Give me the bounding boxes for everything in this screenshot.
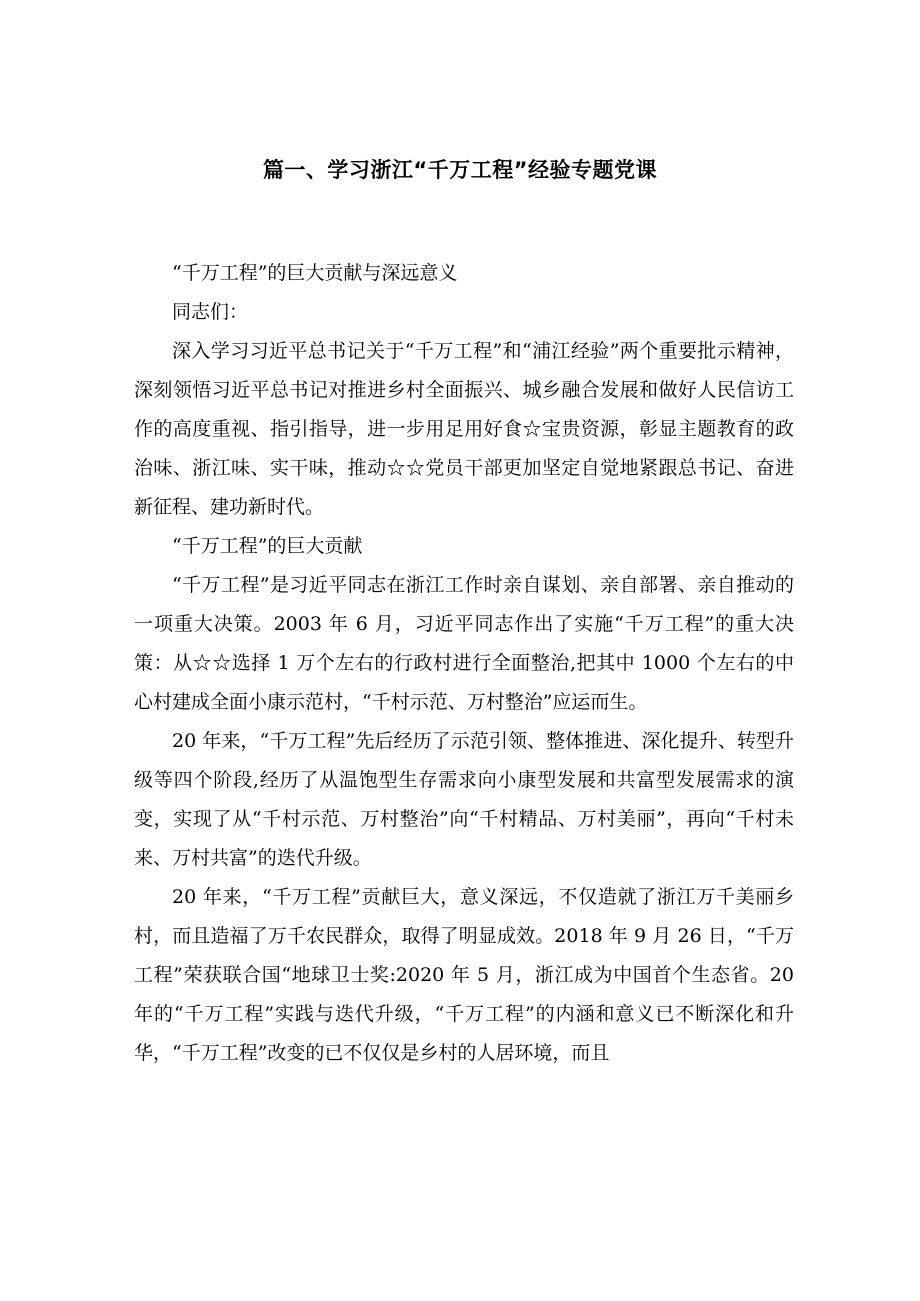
salutation: 同志们：	[172, 301, 249, 323]
paragraph-decision: “千万工程”是习近平同志在浙江工作时亲自谋划、亲自部署、亲自推动的一项重大决策。2003 年 6 月，习近平同志作出了实施“千万工程”的重大决策：从☆☆选择 1 万个左右的行政村进行全面整治,把其中 1000 个左右的中心村建成全面小康示范村，“千村示范、万村整治”应运而生。	[134, 574, 794, 713]
paragraph-intro: 深入学习习近平总书记关于“千万工程”和“浦江经验”两个重要批示精神，深刻领悟习近平总书记对推进乡村全面振兴、城乡融合发展和做好人民信访工作的高度重视、指引指导，进一步用足用好食☆宝贵资源，彰显主题教育的政治味、浙江味、实干味，推动☆☆党员干部更加坚定自觉地紧跟总书记、奋进新征程、建功新时代。	[134, 340, 794, 518]
paragraph-achievements: 20 年来，“千万工程”贡献巨大，意义深远，不仅造就了浙江万千美丽乡村，而且造福了万千农民群众，取得了明显成效。2018 年 9 月 26 日，“千万工程”荣获联合国“地球卫士奖:2020 年 5 月，浙江成为中国首个生态省。20 年的“千万工程”实践与迭代升级，“千万工程”的内涵和意义已不断深化和升华，“千万工程”改变的已不仅仅是乡村的人居环境，而且	[134, 886, 794, 1064]
section-heading: “千万工程”的巨大贡献与深远意义	[172, 262, 458, 284]
paragraph-stages: 20 年来，“千万工程”先后经历了示范引领、整体推进、深化提升、转型升级等四个阶段,经历了从温饱型生存需求向小康型发展和共富型发展需求的演变，实现了从“千村示范、万村整治”向“千村精品、万村美丽”，再向“千村未来、万村共富”的迭代升级。	[134, 730, 794, 869]
document-title: 篇一、学习浙江“千万工程”经验专题党课	[262, 158, 658, 182]
document-body	[134, 254, 794, 1073]
section-heading-contribution: “千万工程”的巨大贡献	[172, 535, 363, 557]
